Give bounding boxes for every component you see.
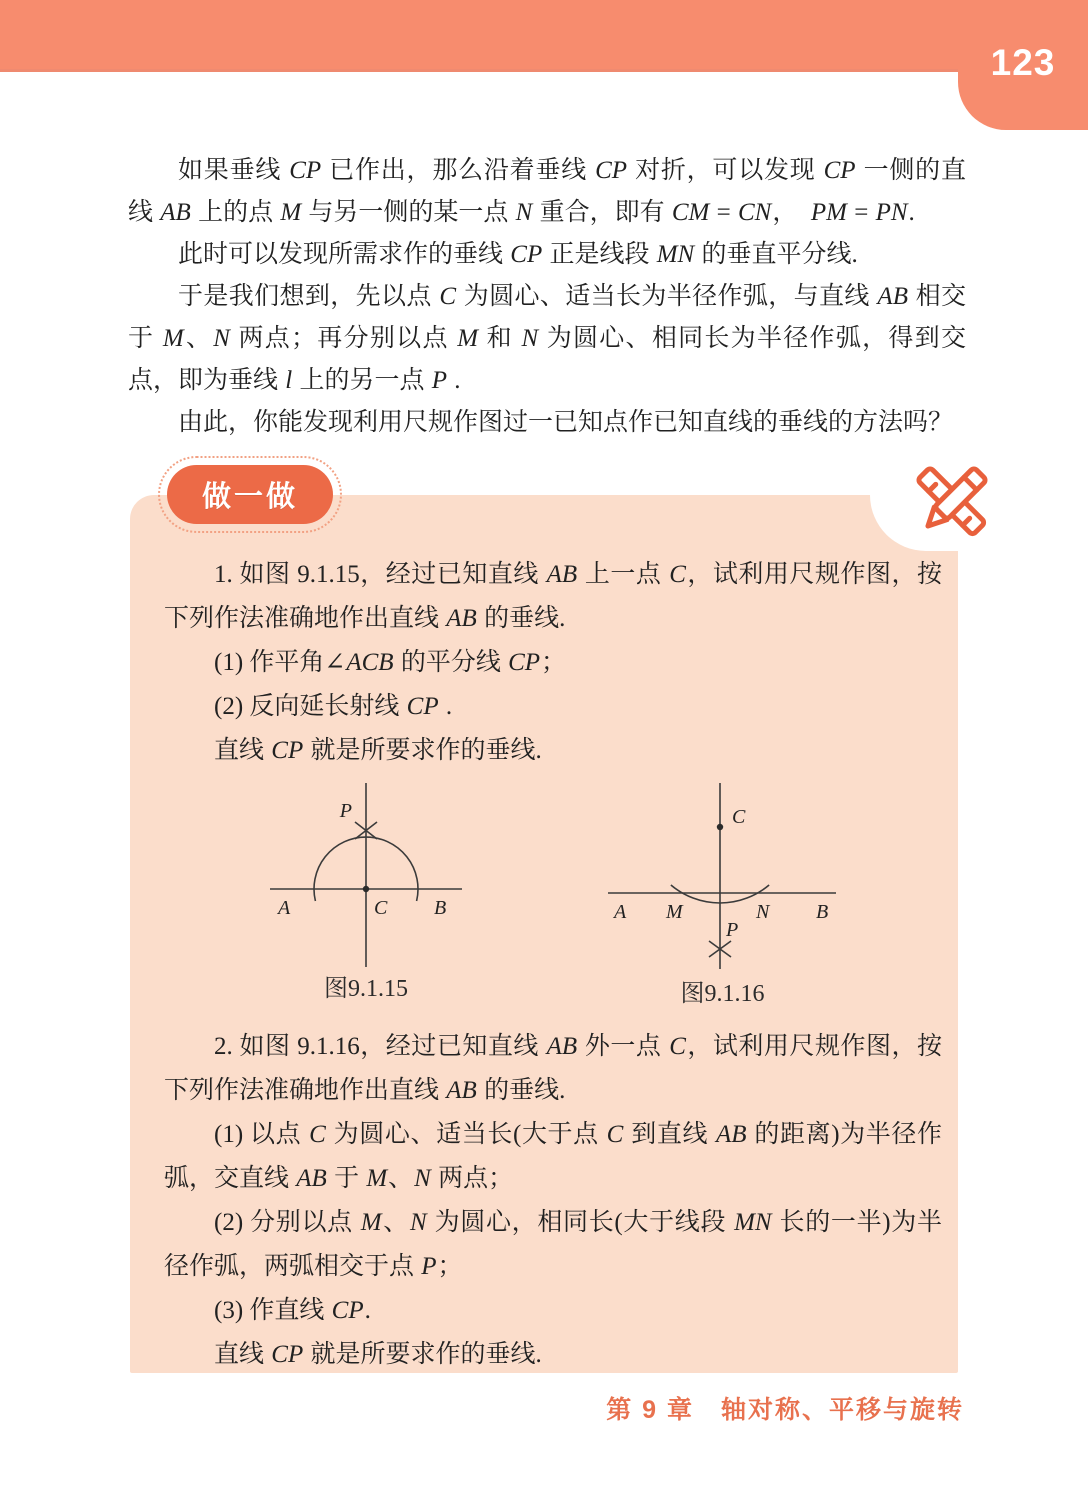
- page-number-badge: [958, 0, 1088, 130]
- chapter-footer: 第 9 章 轴对称、平移与旋转: [606, 1396, 964, 1424]
- exercise-1: [164, 553, 942, 773]
- figure-9-1-16: [600, 777, 845, 1009]
- do-it-badge: [158, 456, 342, 533]
- do-it-badge-label: 做一做: [167, 465, 333, 524]
- figure-9-1-15-diagram: [256, 777, 476, 972]
- paragraph: 1. 如图 9.1.15，经过已知直线 AB 上一点 C，试利用尺规作图，按下列作法准确地作出直线 AB 的垂线.: [164, 561, 942, 632]
- exercise-2: [164, 1025, 942, 1377]
- point-label-C: C: [374, 897, 388, 919]
- paragraph: 此时可以发现所需求作的垂线 CP 正是线段 MN 的垂直平分线.: [178, 241, 858, 268]
- figure-caption: 图9.1.15: [324, 976, 408, 1002]
- paragraph: 于是我们想到，先以点 C 为圆心、适当长为半径作弧，与直线 AB 相交于 M、N 两点；再分别以点 M 和 N 为圆心、相同长为半径作弧，得到交点，即为垂线 l 上的另一点 P .: [128, 283, 966, 394]
- point-label-A: A: [614, 901, 627, 923]
- paragraph: 直线 CP 就是所要求作的垂线.: [214, 1341, 542, 1368]
- paragraph: 直线 CP 就是所要求作的垂线.: [214, 737, 542, 764]
- intro-text: [128, 150, 966, 444]
- top-border-band: [0, 0, 1088, 72]
- paragraph: 2. 如图 9.1.16，经过已知直线 AB 外一点 C，试利用尺规作图，按下列作法准确地作出直线 AB 的垂线.: [164, 1033, 942, 1104]
- point-label-N: N: [756, 901, 770, 923]
- practice-panel: [130, 495, 958, 1373]
- figure-9-1-15: [256, 777, 476, 1004]
- point-label-M: M: [666, 901, 683, 923]
- point-label-C: C: [732, 806, 746, 828]
- point-label-A: A: [278, 897, 291, 919]
- paragraph: (3) 作直线 CP.: [214, 1297, 371, 1324]
- paragraph: (1) 以点 C 为圆心、适当长(大于点 C 到直线 AB 的距离)为半径作弧，交直线 AB 于 M、N 两点；: [164, 1121, 942, 1192]
- paragraph: (2) 反向延长射线 CP .: [214, 693, 453, 720]
- paragraph: (2) 分别以点 M、N 为圆心，相同长(大于线段 MN 长的一半)为半径作弧，两弧相交于点 P；: [164, 1209, 942, 1280]
- pencil-and-ruler-icon: [912, 460, 992, 544]
- paragraph: 如果垂线 CP 已作出，那么沿着垂线 CP 对折，可以发现 CP 一侧的直线 AB 上的点 M 与另一侧的某一点 N 重合，即有 CM = CN， PM = PN.: [128, 157, 966, 226]
- practice-content: [130, 495, 958, 1377]
- figure-caption: 图9.1.16: [680, 981, 765, 1007]
- point-label-P: P: [339, 800, 352, 822]
- figure-row: [164, 777, 942, 1009]
- paragraph: 由此，你能发现利用尺规作图过一已知点作已知直线的垂线的方法吗？: [178, 409, 954, 436]
- point-label-B: B: [816, 901, 829, 923]
- figure-9-1-16-diagram: [600, 777, 845, 977]
- point-label-B: B: [434, 897, 447, 919]
- page-number: 123: [990, 42, 1056, 83]
- paragraph: (1) 作平角∠ACB 的平分线 CP；: [214, 649, 567, 676]
- point-label-P: P: [726, 919, 739, 941]
